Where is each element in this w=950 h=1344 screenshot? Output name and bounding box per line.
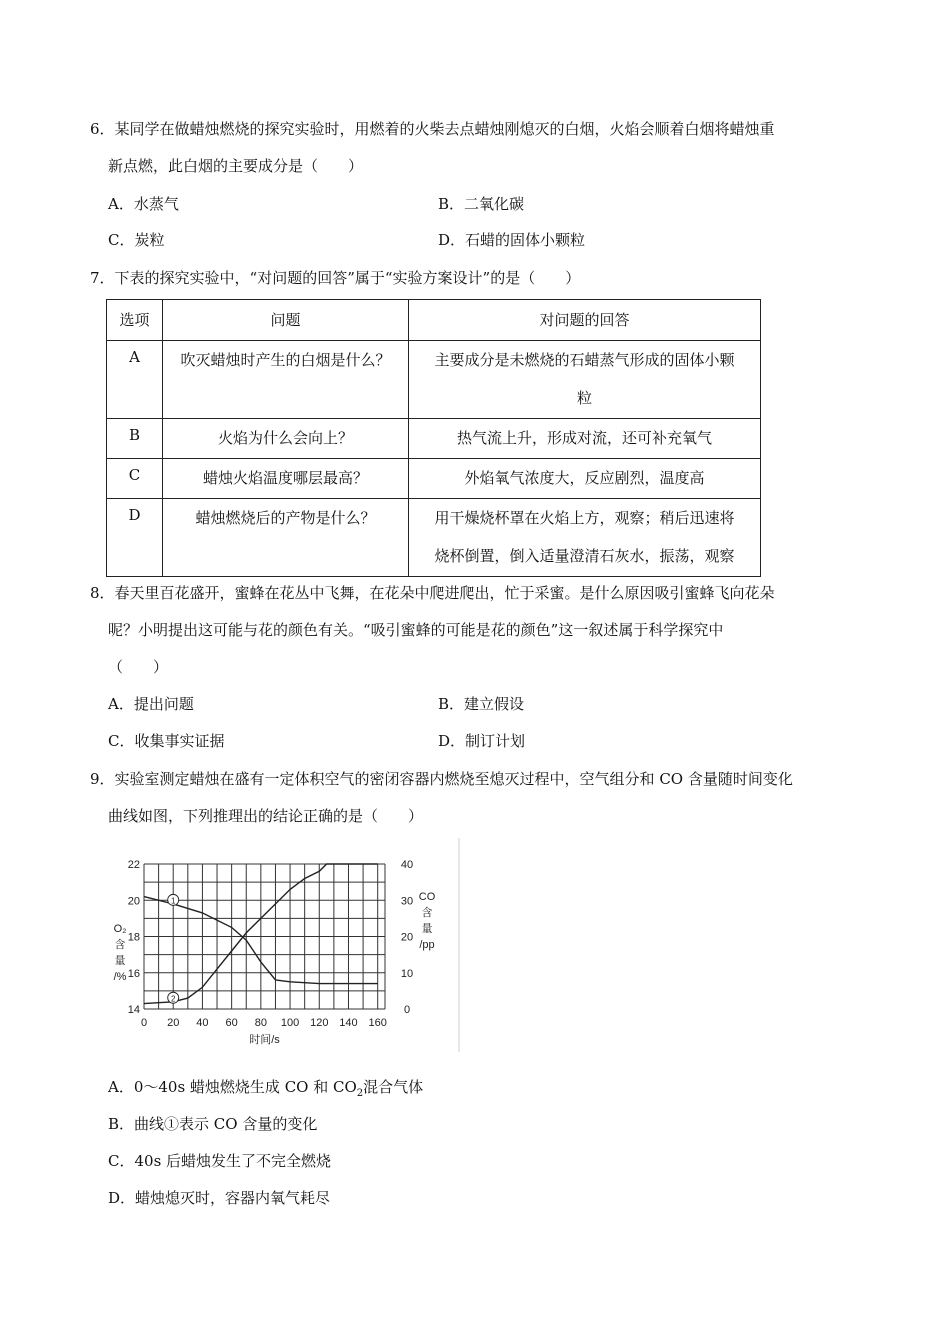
y-left-axis-label: 量: [114, 955, 126, 967]
y-right-axis-label: /pp: [419, 939, 435, 951]
row-question: 火焰为什么会向上？: [217, 429, 353, 447]
x-tick-label: 20: [167, 1017, 180, 1029]
series-label: 1: [170, 896, 176, 906]
y-right-axis-label: CO: [418, 891, 436, 903]
row-question: 蜡烛火焰温度哪层最高？: [202, 469, 368, 487]
x-axis-label: 时间/s: [249, 1034, 280, 1046]
row-option: A: [129, 348, 140, 366]
table-row: [107, 419, 761, 459]
q9-option-a-text: A．0～40s 蜡烛燃烧生成 CO 和 CO: [108, 1078, 357, 1096]
q9-option-a-text-end: 混合气体: [363, 1078, 424, 1096]
y-right-tick-label: 40: [400, 859, 414, 871]
x-tick-label: 80: [254, 1017, 267, 1029]
y-right-tick-label: 0: [403, 1004, 411, 1016]
table-header-option: 选项: [119, 311, 150, 329]
row-answer-line1: 主要成分是未燃烧的石蜡蒸气形成的固体小颗: [434, 351, 735, 369]
row-answer-line1: 外焰氧气浓度大，反应剧烈，温度高: [464, 469, 705, 487]
row-option: C: [128, 466, 141, 484]
q7-stem: 7．下表的探究实验中，“对问题的回答”属于“实验方案设计”的是（ ）: [90, 269, 581, 287]
q9-option-d: D．蜡烛熄灭时，容器内氧气耗尽: [108, 1189, 331, 1207]
y-left-tick-label: 14: [127, 1004, 140, 1016]
q9-option-a: [108, 1077, 423, 1104]
y-left-tick-label: 18: [127, 931, 140, 944]
x-tick-label: 40: [196, 1017, 209, 1029]
x-tick-label: 160: [368, 1017, 387, 1029]
table-row: [107, 459, 761, 499]
x-tick-label: 0: [140, 1017, 148, 1029]
q8-option-c: C．收集事实证据: [108, 732, 225, 750]
table-row: [107, 499, 761, 577]
q8-stem-line2: 呢？小明提出这可能与花的颜色有关。“吸引蜜蜂的可能是花的颜色”这一叙述属于科学探究中: [108, 621, 724, 639]
q6-option-c: C．炭粒: [108, 231, 165, 249]
x-tick-label: 140: [339, 1017, 358, 1029]
table-header-question: 问题: [270, 311, 301, 329]
o2-co-content-chart: [108, 838, 464, 1054]
x-tick-label: 60: [225, 1017, 238, 1029]
y-left-axis-label: /%: [113, 971, 127, 983]
table-row: [107, 341, 761, 419]
row-answer-line1: 热气流上升，形成对流，还可补充氧气: [456, 429, 712, 447]
q6-stem-line2: 新点燃，此白烟的主要成分是（ ）: [108, 157, 364, 175]
q8-option-a: A．提出问题: [108, 695, 194, 713]
x-tick-label: 120: [310, 1017, 329, 1029]
q9-option-a-subscript: 2: [356, 1088, 364, 1099]
row-answer-line2: 烧杯倒置，倒入适量澄清石灰水，振荡，观察: [434, 547, 735, 565]
row-answer-line1: 用干燥烧杯罩在火焰上方，观察；稍后迅速将: [434, 509, 735, 527]
y-left-axis-label: 含: [114, 939, 126, 951]
q6-option-a: A．水蒸气: [108, 195, 179, 213]
q7-table: [106, 299, 761, 577]
y-left-axis-label: O₂: [113, 923, 127, 935]
q8-option-d: D．制订计划: [438, 732, 526, 750]
q9-stem-line1: 9．实验室测定蜡烛在盛有一定体积空气的密闭容器内燃烧至熄灭过程中，空气组分和 CO 含量随时间变化: [90, 770, 793, 788]
y-left-tick-label: 22: [127, 859, 140, 871]
table-header-row: [107, 300, 761, 341]
y-left-tick-label: 16: [127, 967, 140, 980]
series-label: 2: [170, 994, 176, 1004]
row-answer-line2: 粒: [576, 389, 592, 407]
q8-stem-line3: （ ）: [108, 658, 169, 676]
row-question: 吹灭蜡烛时产生的白烟是什么？: [180, 351, 391, 369]
y-right-tick-label: 10: [400, 967, 414, 980]
q8-stem-line1: 8．春天里百花盛开，蜜蜂在花丛中飞舞，在花朵中爬进爬出，忙于采蜜。是什么原因吸引蜜蜂飞向花朵: [90, 584, 775, 602]
table-header-answer: 对问题的回答: [539, 311, 630, 329]
q9-option-c: C．40s 后蜡烛发生了不完全燃烧: [108, 1152, 332, 1170]
q6-option-d: D．石蜡的固体小颗粒: [438, 231, 586, 249]
q6-option-b: B．二氧化碳: [438, 195, 525, 213]
q8-option-b: B．建立假设: [438, 695, 525, 713]
x-tick-label: 100: [280, 1017, 300, 1029]
row-question: 蜡烛燃烧后的产物是什么？: [195, 509, 376, 527]
y-right-axis-label: 含: [421, 907, 433, 919]
q9-option-b: B．曲线①表示 CO 含量的变化: [108, 1115, 318, 1133]
y-right-axis-label: 量: [421, 923, 433, 935]
y-left-tick-label: 20: [127, 895, 140, 908]
row-option: B: [128, 426, 141, 444]
q9-stem-line2: 曲线如图，下列推理出的结论正确的是（ ）: [108, 807, 424, 825]
y-right-tick-label: 20: [400, 931, 414, 944]
row-option: D: [128, 506, 141, 524]
q6-stem-line1: 6．某同学在做蜡烛燃烧的探究实验时，用燃着的火柴去点蜡烛刚熄灭的白烟，火焰会顺着白烟将蜡烛重: [90, 120, 775, 138]
y-right-tick-label: 30: [400, 895, 414, 908]
